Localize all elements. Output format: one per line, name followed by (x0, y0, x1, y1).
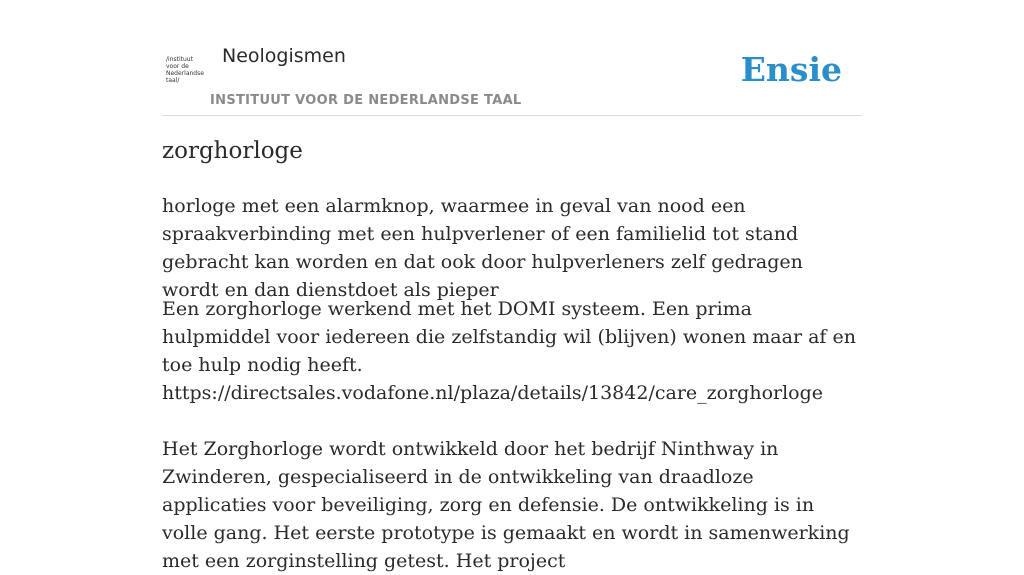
example-spacer (162, 407, 862, 435)
header (162, 0, 862, 116)
example-text-2: Het Zorghorloge wordt ontwikkeld door het bedrijf Ninthway in Zwinderen, gespecialiseerd in de ontwikkeling van draadloze applicaties voor beveiliging, zorg en defensie. De ontwikkeling is in volle gang. Het eerste prototype is gemaakt en wordt in samenwerking met een zorginstelling getest. Het project (162, 438, 850, 572)
entry-example (162, 295, 862, 575)
entry-term: zorghorloge (162, 138, 303, 164)
example-text-1: Een zorghorloge werkend met het DOMI systeem. Een prima hulpmiddel voor iedereen die zelfstandig wil (blijven) wonen maar af en toe hulp nodig heeft. (162, 298, 856, 376)
example-source-url: https://directsales.vodafone.nl/plaza/details/13842/care_zorghorloge (162, 382, 824, 404)
page (162, 0, 862, 572)
org-name: INSTITUUT VOOR DE NEDERLANDSE TAAL (210, 93, 522, 108)
ivdnt-logo[interactable]: /instituut voor de Nederlandse taal/ (166, 56, 204, 84)
site-title[interactable]: Neologismen (222, 45, 346, 67)
entry-definition: horloge met een alarmknop, waarmee in geval van nood een spraakverbinding met een hulpverlener of een familielid tot stand gebracht kan worden en dat ook door hulpverleners zelf gedragen wordt en dan dienstdoet als pieper (162, 195, 803, 301)
ensie-logo-link[interactable]: Ensie (740, 50, 842, 89)
